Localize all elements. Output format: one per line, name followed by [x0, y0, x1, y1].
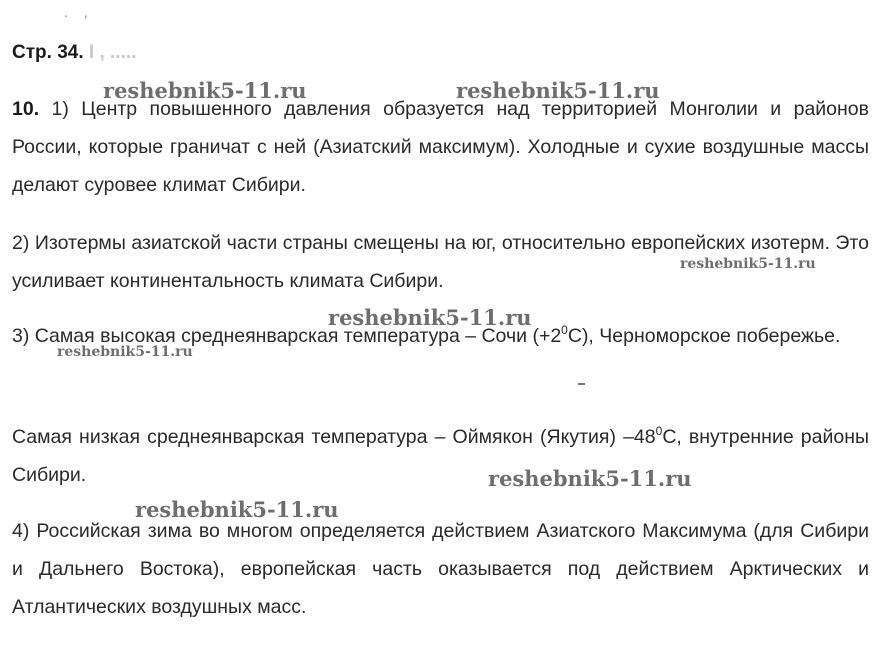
page-label: Стр. 34.	[12, 42, 84, 63]
paragraph-1-text: 1) Центр повышенного давления образуется над территорией Монголии и районов России, которые граничат с ней (Азиатский максимум). Холодные и сухие воздушные массы делают суровее климат Сибири.	[12, 98, 869, 196]
watermark: reshebnik5-11.ru	[680, 256, 816, 272]
paragraph-5-text: 4) Российская зима во многом определяется действием Азиатского Максимума (для Сибири и Дальнего Востока), европейская часть оказывается под действием Арктических и Атлантических воздушных масс.	[12, 520, 869, 618]
top-stray-mark: . ,	[64, 4, 94, 20]
paragraph-2-text: 2) Изотермы азиатской части страны смещены на юг, относительно европейских изотерм. Это усиливает континентальность климата Сибири.	[12, 232, 869, 292]
watermark: reshebnik5-11.ru	[103, 78, 307, 103]
paragraph-4	[12, 418, 869, 494]
paragraph-1	[12, 90, 869, 204]
watermark: reshebnik5-11.ru	[135, 497, 339, 522]
stray-dash-mark	[578, 383, 585, 385]
watermark: reshebnik5-11.ru	[488, 466, 692, 491]
paragraph-4-text-before: Самая низкая среднеянварская температура – Оймякон (Якутия) –48	[12, 426, 656, 448]
watermark: reshebnik5-11.ru	[57, 344, 193, 360]
page-header	[12, 42, 136, 64]
paragraph-3-text-after: С), Черноморское побережье.	[567, 325, 841, 347]
paragraph-3-degree: 0	[561, 323, 568, 337]
page-header-faded-text: Ι , .....	[88, 42, 137, 63]
paragraph-5	[12, 512, 869, 626]
question-number: 10.	[12, 98, 40, 120]
paragraph-4-text-after: С, внутренние районы Сибири.	[12, 426, 869, 486]
paragraph-3-text-before: 3) Самая высокая среднеянварская температура – Сочи (+2	[12, 325, 562, 347]
watermark: reshebnik5-11.ru	[328, 305, 532, 330]
paragraph-4-degree: 0	[655, 424, 663, 438]
watermark: reshebnik5-11.ru	[456, 78, 660, 103]
